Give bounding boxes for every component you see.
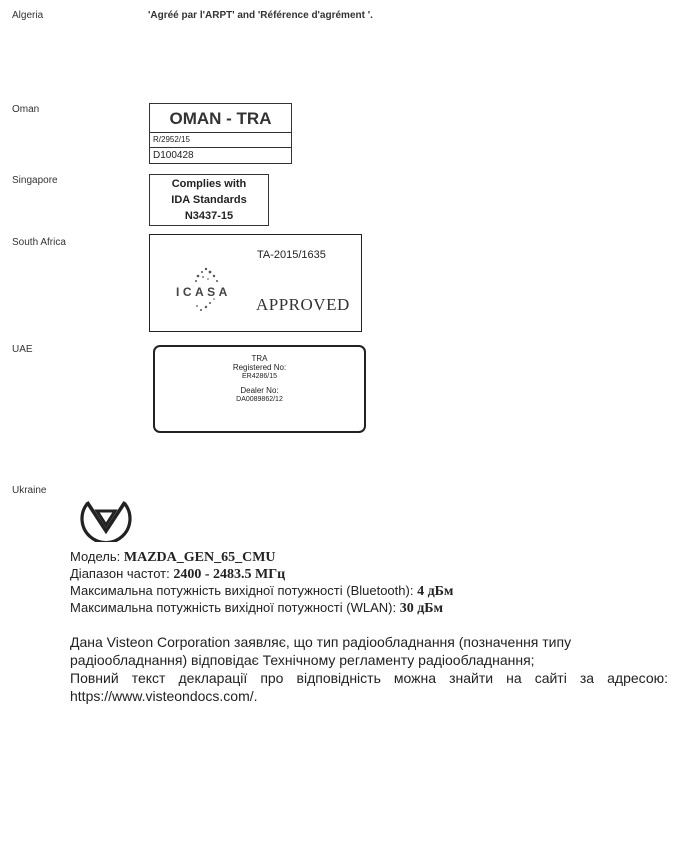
svg-text:ICASA: ICASA bbox=[176, 285, 231, 299]
singapore-line-3: N3437-15 bbox=[184, 210, 234, 222]
uae-tra-heading: TRA bbox=[251, 354, 268, 363]
oman-tra-title: OMAN - TRA bbox=[150, 104, 291, 133]
ukraine-wlan-line bbox=[70, 600, 453, 617]
oman-tra-label bbox=[149, 103, 292, 164]
country-label-algeria: Algeria bbox=[12, 10, 44, 21]
ukraine-bluetooth-line bbox=[70, 583, 453, 600]
bluetooth-power-value: 4 дБм bbox=[417, 584, 454, 599]
country-label-singapore: Singapore bbox=[12, 175, 58, 186]
icasa-approval-label bbox=[149, 234, 362, 332]
icasa-logo-icon bbox=[170, 263, 240, 323]
frequency-label: Діапазон частот: bbox=[70, 566, 174, 581]
uae-dealer-label: Dealer No: bbox=[240, 386, 279, 395]
ukraine-declaration-paragraph bbox=[70, 633, 668, 705]
uae-dealer-number: DA0089862/12 bbox=[236, 396, 283, 403]
oman-dealer-number: D100428 bbox=[153, 150, 194, 161]
declaration-line-1: Дана Visteon Corporation заявляє, що тип радіообладнання (позначення типу bbox=[70, 634, 572, 650]
declaration-line-2: радіообладнання) відповідає Технічному регламенту радіообладнання; bbox=[70, 652, 535, 668]
country-label-uae: UAE bbox=[12, 344, 33, 355]
ukraine-model-line bbox=[70, 549, 453, 566]
model-value: MAZDA_GEN_65_CMU bbox=[123, 550, 276, 565]
icasa-ta-number: TA-2015/1635 bbox=[257, 249, 326, 261]
uae-tra-label bbox=[153, 345, 366, 433]
ukraine-specs bbox=[70, 549, 453, 617]
country-label-south-africa: South Africa bbox=[12, 237, 66, 248]
singapore-line-1: Complies with bbox=[171, 178, 247, 190]
icasa-approved-text: APPROVED bbox=[256, 295, 350, 314]
algeria-approval-text: 'Agréé par l'ARPT' and 'Référence d'agrément '. bbox=[148, 10, 373, 21]
singapore-line-2: IDA Standards bbox=[171, 194, 247, 206]
declaration-line-3: Повний текст декларації про відповідність можна знайти на сайті за адресою: bbox=[70, 670, 668, 686]
frequency-value: 2400 - 2483.5 МГц bbox=[173, 567, 286, 582]
ukrsepro-mark-icon bbox=[78, 486, 134, 542]
uae-registered-label: Registered No: bbox=[232, 363, 287, 372]
model-label: Модель: bbox=[70, 549, 124, 564]
country-label-oman: Oman bbox=[12, 104, 40, 115]
oman-registration-number: R/2952/15 bbox=[150, 133, 291, 148]
declaration-url: https://www.visteondocs.com/. bbox=[70, 688, 258, 704]
ukraine-frequency-line bbox=[70, 566, 453, 583]
country-label-ukraine: Ukraine bbox=[12, 485, 47, 496]
uae-registered-number: ER4286/15 bbox=[241, 373, 278, 380]
bluetooth-power-label: Максимальна потужність вихідної потужності (Bluetooth): bbox=[70, 583, 418, 598]
wlan-power-value: 30 дБм bbox=[399, 601, 444, 616]
wlan-power-label: Максимальна потужність вихідної потужності (WLAN): bbox=[70, 600, 400, 615]
singapore-ida-label bbox=[149, 174, 269, 226]
